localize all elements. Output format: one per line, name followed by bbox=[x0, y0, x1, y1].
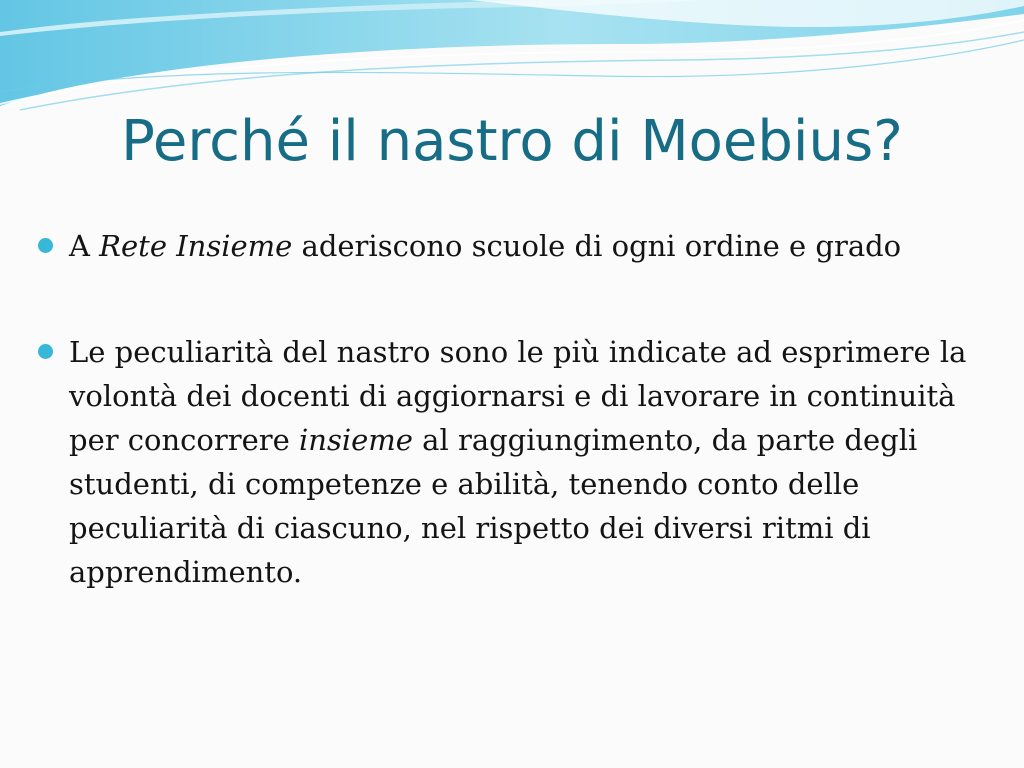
slide-title: Perché il nastro di Moebius? bbox=[121, 109, 903, 174]
bullet-list bbox=[36, 224, 996, 594]
bullet-text-part: A bbox=[69, 229, 100, 263]
bullet-text-part: al raggiungimento, da parte degli studenti, di competenze e abilità, tenendo conto delle peculiarità di ciascuno, nel rispetto dei diversi ritmi di apprendimento. bbox=[69, 423, 918, 589]
bullet-item-moebius-reason bbox=[36, 330, 996, 594]
bullet-text-part: Le peculiarità del nastro sono le più indicate ad esprimere la volontà dei docenti di aggiornarsi e di lavorare in continuità per concorrere bbox=[69, 335, 967, 457]
bullet-text-italic: Rete Insieme bbox=[99, 229, 293, 263]
bullet-text-italic: insieme bbox=[299, 423, 413, 457]
bullet-circle-icon bbox=[38, 238, 53, 253]
bullet-item-members bbox=[36, 224, 996, 268]
bullet-text-part: aderiscono scuole di ogni ordine e grado bbox=[292, 229, 902, 263]
bullet-circle-icon bbox=[38, 344, 53, 359]
